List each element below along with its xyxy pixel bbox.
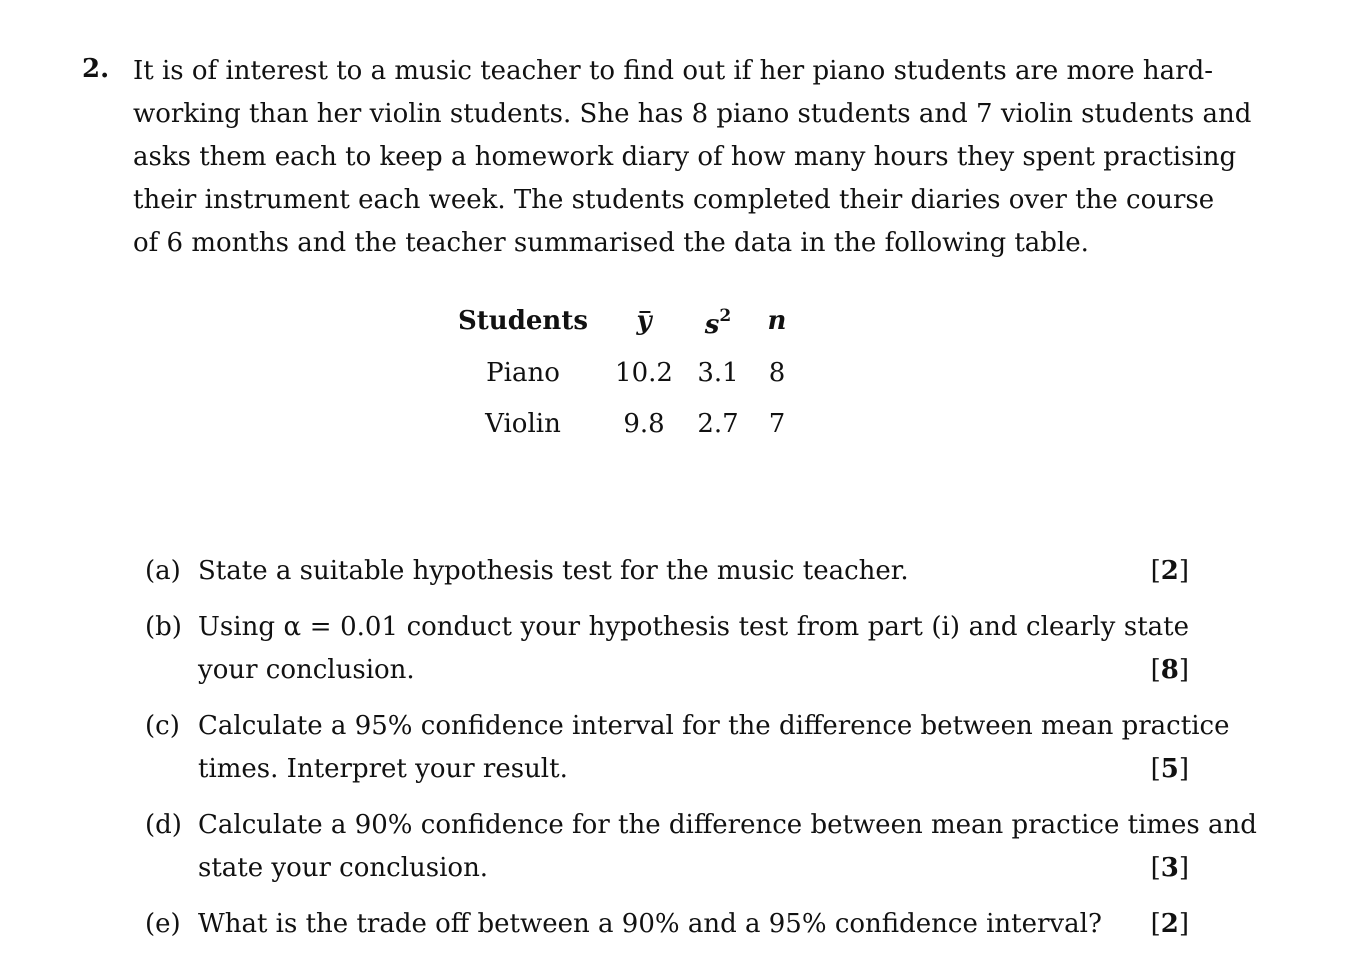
part-text: times. Interpret your result. [198, 754, 568, 784]
marks-badge: [5] [1150, 754, 1189, 784]
marks-badge: [2] [1150, 556, 1189, 586]
header-mean [636, 306, 651, 336]
part-text: State a suitable hypothesis test for the music teacher. [198, 556, 909, 586]
intro-line: asks them each to keep a homework diary of how many hours they spent practising [133, 142, 1237, 172]
cell-n-violin: 7 [768, 409, 786, 439]
part-text: your conclusion. [198, 655, 415, 685]
part-label: (b) [145, 612, 182, 642]
cell-variance-violin: 2.7 [697, 409, 739, 439]
summary-table [0, 300, 1364, 460]
part-label: (d) [145, 810, 182, 840]
cell-students-piano: Piano [486, 358, 560, 388]
header-variance [705, 306, 731, 340]
part-e [145, 903, 1189, 946]
part-label: (a) [145, 556, 181, 586]
cell-mean-violin: 9.8 [623, 409, 665, 439]
header-students: Students [458, 306, 588, 336]
cell-students-violin: Violin [485, 409, 561, 439]
question-intro [133, 50, 1252, 265]
part-text: What is the trade off between a 90% and a 95% confidence interval? [198, 909, 1102, 939]
marks-badge: [2] [1150, 909, 1189, 939]
header-n: n [767, 306, 787, 336]
cell-variance-piano: 3.1 [697, 358, 739, 388]
intro-line: their instrument each week. The students completed their diaries over the course [133, 185, 1215, 215]
part-text: Using α = 0.01 conduct your hypothesis test from part (i) and clearly state [198, 612, 1189, 642]
part-text: Calculate a 90% confidence for the difference between mean practice times and [198, 810, 1257, 840]
part-text: state your conclusion. [198, 853, 489, 883]
intro-line: It is of interest to a music teacher to find out if her piano students are more hard- [133, 56, 1214, 86]
variance-symbol: s [704, 310, 720, 340]
intro-line: working than her violin students. She has 8 piano students and 7 violin students and [133, 99, 1252, 129]
marks-badge: [8] [1150, 655, 1189, 685]
part-label: (e) [145, 909, 181, 939]
question-number: 2. [82, 54, 110, 84]
part-c [145, 705, 1230, 791]
intro-line: of 6 months and the teacher summarised the data in the following table. [133, 228, 1089, 258]
cell-mean-piano: 10.2 [615, 358, 673, 388]
variance-exponent: 2 [719, 306, 732, 326]
marks-badge: [3] [1150, 853, 1189, 883]
part-d [145, 804, 1257, 890]
part-a [145, 550, 1189, 593]
cell-n-piano: 8 [768, 358, 786, 388]
part-b [145, 606, 1189, 692]
part-label: (c) [145, 711, 180, 741]
part-text: Calculate a 95% confidence interval for the difference between mean practice [198, 711, 1230, 741]
ybar-symbol: y [636, 306, 652, 336]
